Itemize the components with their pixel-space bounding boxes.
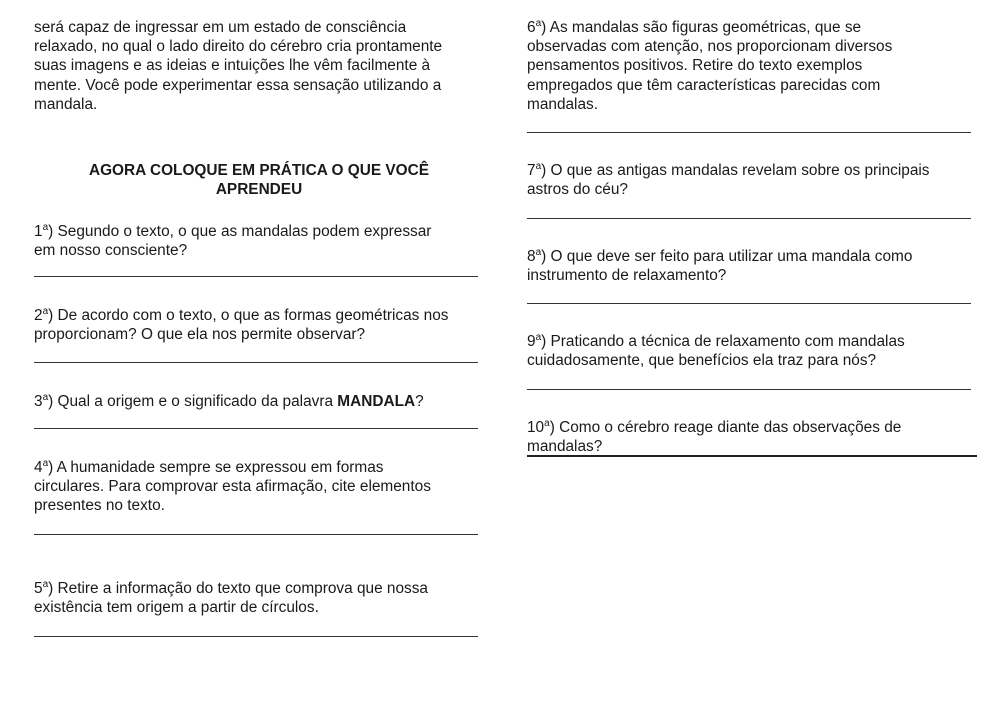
answer-line-9[interactable]: [527, 389, 971, 390]
section-heading: AGORA COLOQUE EM PRÁTICA O QUE VOCÊ APRENDEU: [88, 162, 430, 199]
question-number: 2: [34, 307, 43, 324]
answer-line-3[interactable]: [34, 428, 478, 429]
keyword-mandala: MANDALA: [337, 393, 416, 410]
answer-line-10[interactable]: [527, 455, 977, 457]
question-number: 4: [34, 459, 43, 476]
question-number: 3: [34, 393, 43, 410]
question-5: 5$^a$) Retire a informação do texto que comprova que nossa existência tem origem a partir de círculos.: [34, 578, 428, 617]
answer-line-2[interactable]: [34, 362, 478, 363]
question-text: ) A humanidade sempre se expressou em formas circulares. Para comprovar esta afirmação, cite elementos presentes no texto.: [34, 459, 431, 515]
question-number: 6: [527, 19, 536, 36]
question-4: 4$^a$) A humanidade sempre se expressou em formas circulares. Para comprovar esta afirmação, cite elementos presentes no texto.: [34, 457, 431, 515]
answer-line-4[interactable]: [34, 534, 478, 535]
question-text: ) De acordo com o texto, o que as formas geométricas nos proporcionam? O que ela nos permite observar?: [34, 307, 449, 344]
question-text: ) O que as antigas mandalas revelam sobre os principais astros do céu?: [527, 162, 930, 199]
question-text: ) Retire a informação do texto que comprova que nossa existência tem origem a partir de círculos.: [34, 580, 428, 617]
question-text: ) Praticando a técnica de relaxamento com mandalas cuidadosamente, que benefícios ela traz para nós?: [527, 333, 905, 370]
answer-line-5[interactable]: [34, 636, 478, 637]
question-text: ) As mandalas são figuras geométricas, que se observadas com atenção, nos proporcionam diversos pensamentos positivos. Retire do texto exemplos empregados que têm características parecidas com mandalas.: [527, 19, 893, 113]
question-number: 8: [527, 248, 536, 265]
question-number: 5: [34, 580, 43, 597]
question-number: 10: [527, 419, 545, 436]
question-number: 1: [34, 223, 43, 240]
answer-line-1[interactable]: [34, 276, 478, 277]
question-1: 1$^a$) Segundo o texto, o que as mandalas podem expressar em nosso consciente?: [34, 221, 432, 260]
question-10: 10$^a$) Como o cérebro reage diante das observações de mandalas?: [527, 417, 902, 456]
question-6: 6$^a$) As mandalas são figuras geométricas, que se observadas com atenção, nos proporcionam diversos pensamentos positivos. Retire do texto exemplos empregados que têm características parecidas com mandalas.: [527, 17, 893, 113]
question-text: ) Segundo o texto, o que as mandalas podem expressar em nosso consciente?: [34, 223, 432, 260]
question-text: ) O que deve ser feito para utilizar uma mandala como instrumento de relaxamento?: [527, 248, 913, 285]
question-9: 9$^a$) Praticando a técnica de relaxamento com mandalas cuidadosamente, que benefícios ela traz para nós?: [527, 331, 905, 370]
question-text: ) Como o cérebro reage diante das observações de mandalas?: [527, 419, 902, 456]
question-2: 2$^a$) De acordo com o texto, o que as formas geométricas nos proporcionam? O que ela nos permite observar?: [34, 305, 449, 344]
question-number: 7: [527, 162, 536, 179]
answer-line-8[interactable]: [527, 303, 971, 304]
question-8: 8$^a$) O que deve ser feito para utilizar uma mandala como instrumento de relaxamento?: [527, 246, 913, 285]
question-3: 3$^a$) Qual a origem e o significado da palavra MANDALA?: [34, 391, 424, 410]
answer-line-7[interactable]: [527, 218, 971, 219]
question-7: 7$^a$) O que as antigas mandalas revelam sobre os principais astros do céu?: [527, 160, 930, 199]
answer-line-6[interactable]: [527, 132, 971, 133]
intro-paragraph: será capaz de ingressar em um estado de consciência relaxado, no qual o lado direito do cérebro cria prontamente suas imagens e as ideias e intuições lhe vêm facilmente à mente. Você pode experimentar essa sensação utilizando a mandala.: [34, 19, 443, 113]
question-number: 9: [527, 333, 536, 350]
